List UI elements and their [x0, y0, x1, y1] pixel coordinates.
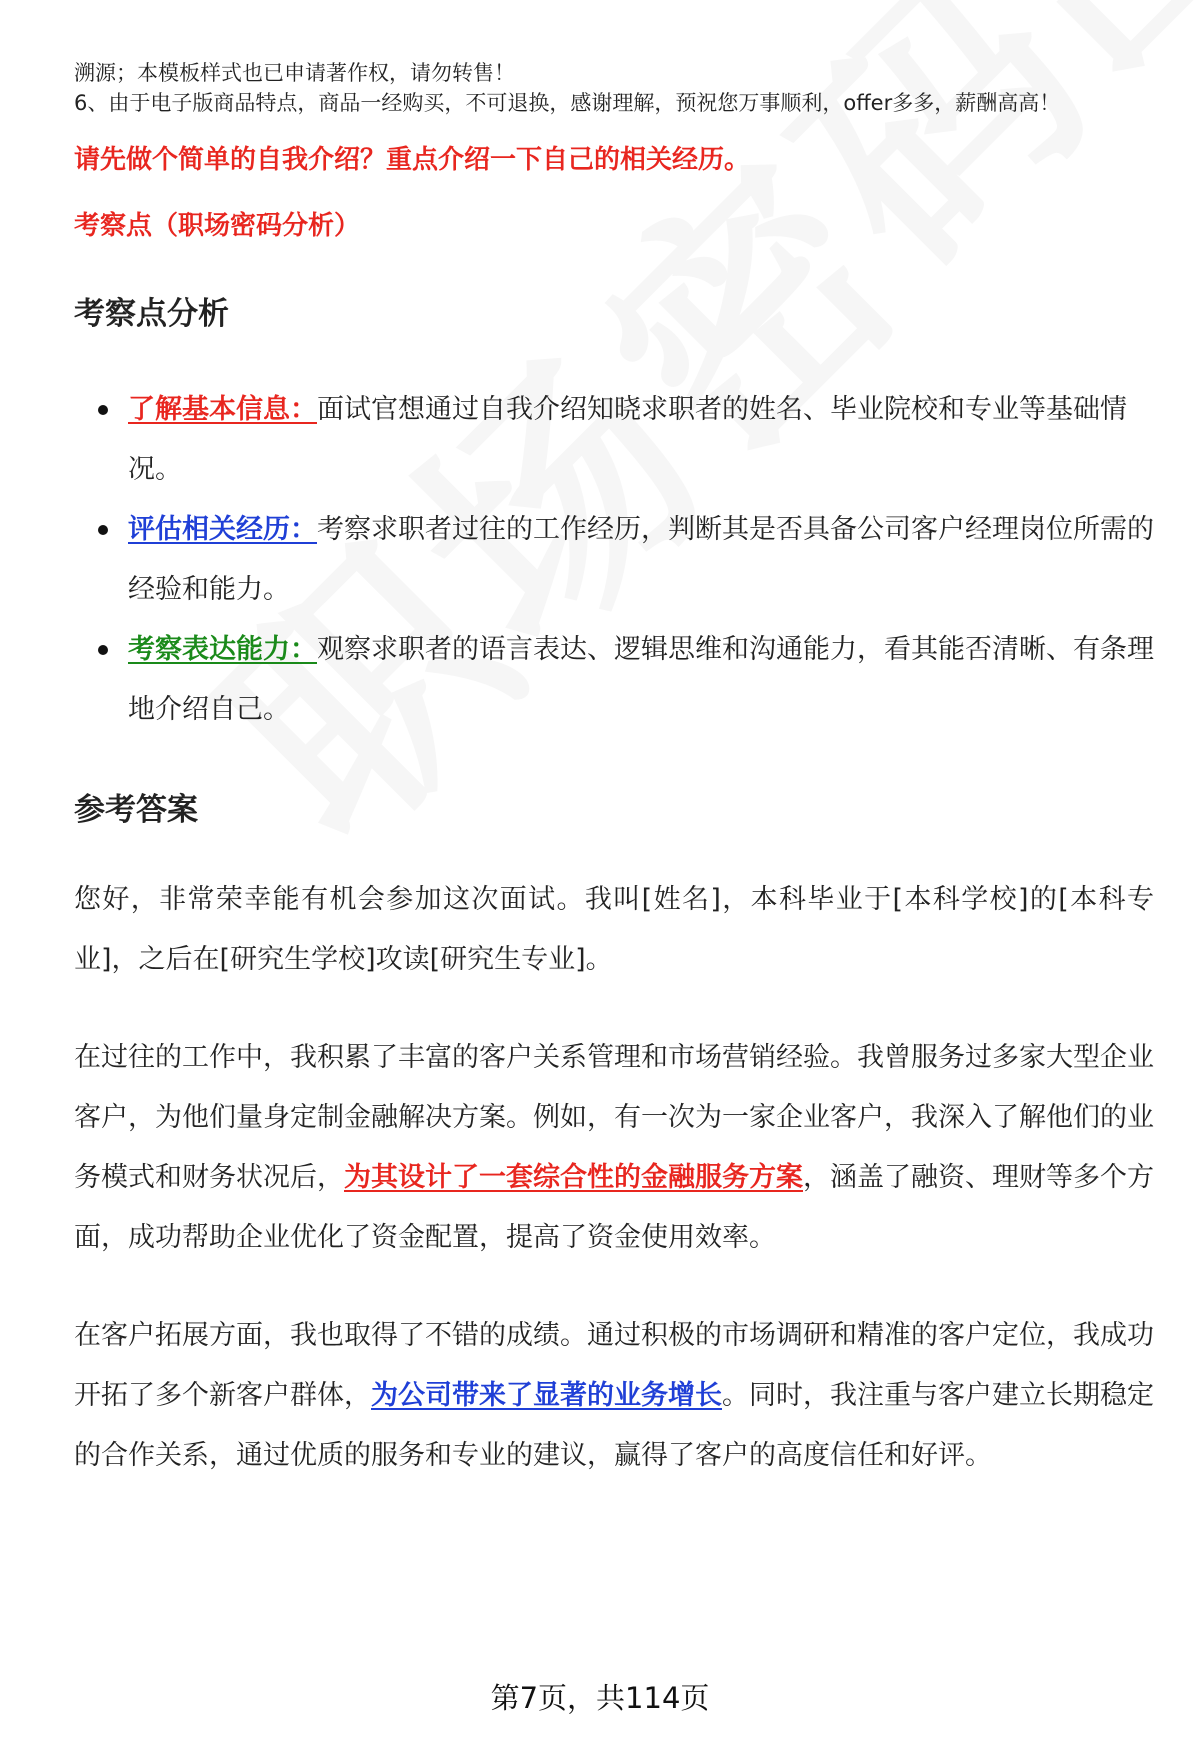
- notice-line-1: 溯源；本模板样式也已申请著作权，请勿转售！: [74, 61, 515, 85]
- analysis-heading: 考察点分析: [74, 296, 229, 332]
- analysis-text: 考察求职者过往的工作经历，判断其是否具备公司客户经理岗位所需的经验和能力。: [128, 514, 1154, 605]
- answer-heading: 参考答案: [74, 792, 198, 828]
- bullet-dot-icon: [98, 405, 108, 415]
- analysis-points-list: [74, 380, 1154, 740]
- analysis-text: 面试官想通过自我介绍知晓求职者的姓名、毕业院校和专业等基础情况。: [128, 394, 1127, 485]
- analysis-point-experience: [128, 500, 1154, 620]
- analysis-label: 考察点（职场密码分析）: [74, 211, 361, 241]
- answer-highlight: 为公司带来了显著的业务增长: [371, 1380, 722, 1411]
- analysis-point-basic-info: [128, 380, 1154, 500]
- notice-line-2: 6、由于电子版商品特点，商品一经购买，不可退换，感谢理解，预祝您万事顺利，offer多多，薪酬高高！: [74, 91, 1061, 115]
- answer-text: 。同时，我注重与客户建立长期稳定的合作关系，通过优质的服务和专业的建议，赢得了客户的高度信任和好评。: [74, 1380, 1154, 1471]
- analysis-point-expression: [128, 620, 1154, 740]
- analysis-keyword: 评估相关经历：: [128, 514, 317, 545]
- answer-paragraph-1: 您好，非常荣幸能有机会参加这次面试。我叫[姓名]，本科毕业于[本科学校]的[本科专业]，之后在[研究生学校]攻读[研究生专业]。: [74, 884, 1154, 975]
- analysis-keyword: 了解基本信息：: [128, 394, 317, 425]
- answer-paragraph-2: [74, 1028, 1154, 1268]
- analysis-keyword: 考察表达能力：: [128, 634, 317, 665]
- answer-text: ，涵盖了融资、理财等多个方面，成功帮助企业优化了资金配置，提高了资金使用效率。: [74, 1162, 1154, 1253]
- interview-question: 请先做个简单的自我介绍？重点介绍一下自己的相关经历。: [74, 145, 751, 175]
- bullet-dot-icon: [98, 525, 108, 535]
- bullet-dot-icon: [98, 645, 108, 655]
- answer-text: 在过往的工作中，我积累了丰富的客户关系管理和市场营销经验。我曾服务过多家大型企业客户，为他们量身定制金融解决方案。例如，有一次为一家企业客户，我深入了解他们的业务模式和财务状况后，: [74, 1042, 1154, 1193]
- answer-paragraph-3: [74, 1306, 1154, 1486]
- analysis-text: 观察求职者的语言表达、逻辑思维和沟通能力，看其能否清晰、有条理地介绍自己。: [128, 634, 1154, 725]
- answer-text: 在客户拓展方面，我也取得了不错的成绩。通过积极的市场调研和精准的客户定位，我成功开拓了多个新客户群体，: [74, 1320, 1154, 1411]
- page-content: [74, 58, 1154, 1486]
- page-number-footer: 第7页，共114页: [490, 1681, 710, 1715]
- answer-highlight: 为其设计了一套综合性的金融服务方案: [344, 1162, 803, 1193]
